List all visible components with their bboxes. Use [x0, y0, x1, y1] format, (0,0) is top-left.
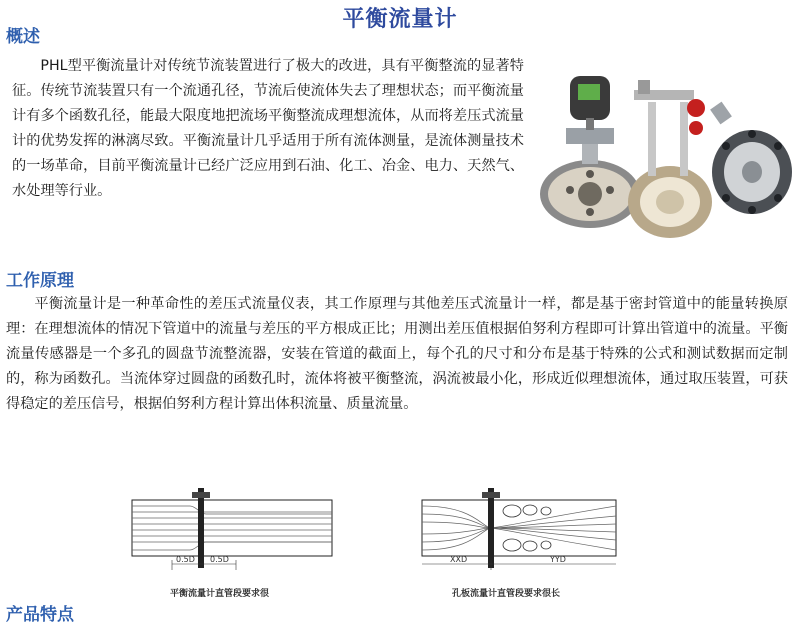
flowmeter-photo-3 — [710, 102, 792, 214]
product-photos — [530, 62, 795, 247]
section-heading-overview: 概述 — [6, 27, 40, 47]
dim-upstream-label: XXD — [450, 555, 468, 564]
section-heading-features: 产品特点 — [6, 605, 74, 625]
overview-paragraph: PHL型平衡流量计对传统节流装置进行了极大的改进，具有平衡整流的显著特征。传统节流装置只有一个流通孔径，节流后使流体失去了理想状态；而平衡流量计有多个函数孔径，能最大限度地把流场平衡整流成理想流体，从而将差压式流量计的优势发挥的淋漓尽致。平衡流量计几乎适用于所有流体测量，是流体测量技术的一场革命，目前平衡流量计已经广泛应用到石油、化工、冶金、电力、天然气、水处理等行业。 — [12, 58, 524, 199]
balanced-flowmeter-diagram — [130, 484, 340, 580]
flowmeter-photo-1 — [540, 76, 640, 228]
orifice-flowmeter-diagram — [420, 484, 620, 580]
page-title: 平衡流量计 — [342, 7, 458, 32]
left-diagram-caption: 平衡流量计直管段要求很 — [170, 589, 270, 599]
section-heading-principle: 工作原理 — [6, 271, 74, 291]
dim-upstream-label: 0.5D — [176, 555, 195, 564]
right-diagram-caption: 孔板流量计直管段要求很长 — [452, 589, 561, 599]
flowmeter-photo-2 — [628, 80, 712, 238]
dim-downstream-label: YYD — [550, 555, 566, 564]
principle-paragraph: 平衡流量计是一种革命性的差压式流量仪表，其工作原理与其他差压式流量计一样，都是基于密封管道中的能量转换原理：在理想流体的情况下管道中的流量与差压的平方根成正比；用测出差压值根据伯努利方程即可计算出管道中的流量。平衡流量传感器是一个多孔的圆盘节流整流器，安装在管道的截面上，每个孔的尺寸和分布是基于特殊的公式和测试数据而定制的，称为函数孔。当流体穿过圆盘的函数孔时，流体将被平衡整流，涡流被最小化，形成近似理想流体，通过取压装置，可获得稳定的差压信号，根据伯努利方程计算出体积流量、质量流量。 — [6, 296, 788, 412]
dim-downstream-label: 0.5D — [210, 555, 229, 564]
